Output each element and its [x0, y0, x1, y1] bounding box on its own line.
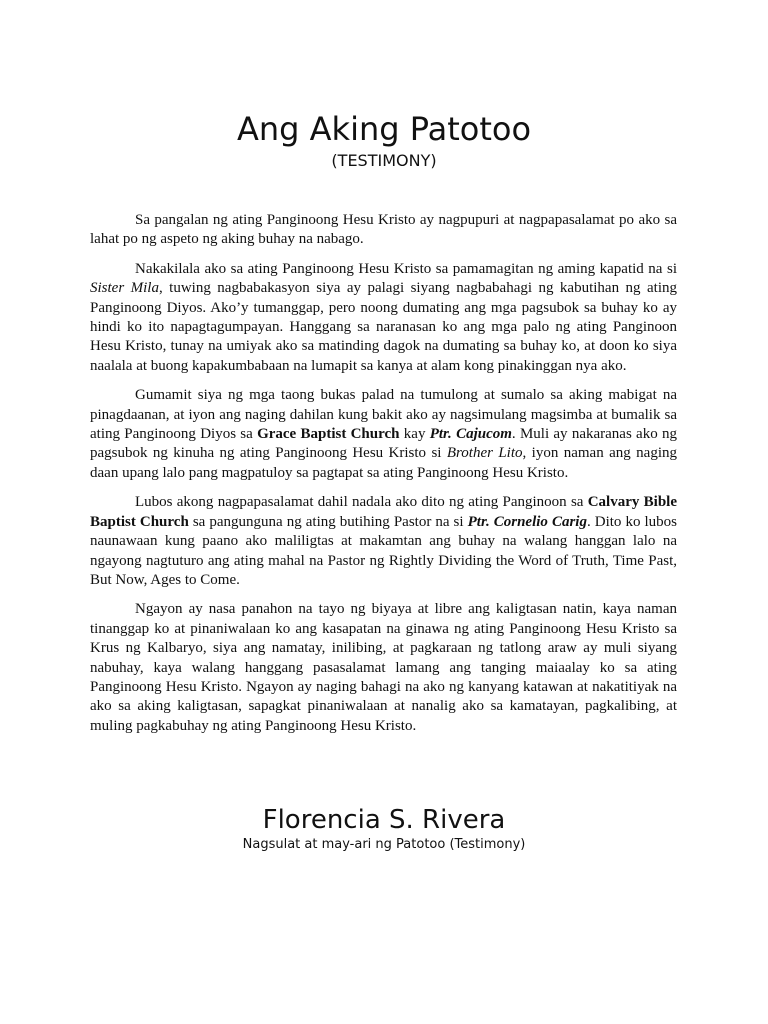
- paragraph-5: [90, 600, 677, 736]
- paragraph-3: [90, 386, 677, 483]
- paragraph-2-text-end: , tuwing nagbabakasyon siya ay palagi siyang nagbabahagi ng kabutihan ng ating Panginoong Diyos. Ako’y tumanggap, pero noong dumating ang mga pagsubok sa buhay ko ay hindi ko ito napagtagumpayan. Hanggang sa naranasan ko ang mga palo ng ating Panginoon Hesu Kristo, tunay na umiyak ako sa matinding dagok na dumating sa buhay ko, at doon ko siya naalala at buong kapakumbabaan na lumapit sa kanya at alam kong pinakinggan nya ako.: [90, 280, 677, 374]
- paragraph-3-text-connector: kay: [399, 426, 430, 443]
- paragraph-2: [90, 260, 677, 376]
- church-name-grace: Grace Baptist Church: [257, 426, 400, 443]
- paragraph-4: [90, 493, 677, 590]
- paragraph-1-text: Sa pangalan ng ating Panginoong Hesu Kristo ay nagpupuri at nagpapasalamat po ako sa lahat po ng aspeto ng aking buhay na nabago.: [90, 212, 677, 248]
- paragraph-3-text-middle: . Muli ay nakaranas ako ng pagsubok ng kinuha ng ating Panginoong Hesu Kristo si: [90, 426, 677, 462]
- brother-name: Brother Lito: [446, 445, 523, 462]
- testimony-body: [90, 211, 677, 746]
- pastor-name-cajucom: Ptr. Cajucom: [429, 426, 512, 443]
- author-role: Nagsulat at may-ari ng Patotoo (Testimony): [242, 837, 526, 852]
- sister-name: Sister Mila: [90, 280, 159, 297]
- church-name-calvary: Calvary Bible Baptist Church: [90, 494, 677, 530]
- document-subtitle: (TESTIMONY): [331, 151, 437, 170]
- paragraph-2-text-start: Nakakilala ako sa ating Panginoong Hesu Kristo sa pamamagitan ng aming kapatid na si: [135, 260, 677, 277]
- pastor-name-carig: Ptr. Cornelio Carig: [467, 513, 587, 530]
- paragraph-4-text-middle: sa pangunguna ng ating butihing Pastor na si: [188, 513, 468, 530]
- paragraph-4-text-start: Lubos akong nagpapasalamat dahil nadala ako dito ng ating Panginoon sa: [135, 494, 588, 511]
- author-name: Florencia S. Rivera: [262, 805, 506, 835]
- paragraph-5-text: Ngayon ay nasa panahon na tayo ng biyaya at libre ang kaligtasan natin, kaya naman tinanggap ko at pinaniwalaan ko ang kasapatan na ginawa ng ating Panginoong Hesu Kristo sa Krus ng Kalbaryo, siya ang namatay, inilibing, at pagkaraan ng tatlong araw ay muli siyang nabuhay, kaya walang hanggang pasasalamat lamang ang tanging maiaalay ko sa ating Panginoong Hesu Kristo. Ngayon ay naging bahagi na ako ng kanyang katawan at nakatitiyak na ako sa aking kaligtasan, sapagkat pinaniwalaan at nanalig ako sa kamatayan, pagkalibing, at muling pagkabuhay ng ating Panginoong Hesu Kristo.: [90, 601, 677, 734]
- paragraph-1: [90, 211, 677, 250]
- paragraph-3-text-end: , iyon naman ang naging daan upang lalo pang magpatuloy sa pagtapat sa ating Panginoong Hesu Kristo.: [90, 445, 677, 481]
- paragraph-4-text-end: . Dito ko lubos naunawaan kung paano ako maliligtas at makamtan ang buhay na walang hanggan lalo na ngayong nagtuturo ang ating mahal na Pastor ng Rightly Dividing the Word of Truth, Time Past, But Now, Ages to Come.: [90, 513, 678, 588]
- document-title: Ang Aking Patotoo: [236, 110, 532, 148]
- paragraph-3-text-start: Gumamit siya ng mga taong bukas palad na tumulong at sumalo sa aking mabigat na pinagdaanan, at iyon ang naging dahilan kung bakit ako ay nagsimulang magsimba at bumalik sa ating Panginoong Diyos sa: [90, 387, 677, 443]
